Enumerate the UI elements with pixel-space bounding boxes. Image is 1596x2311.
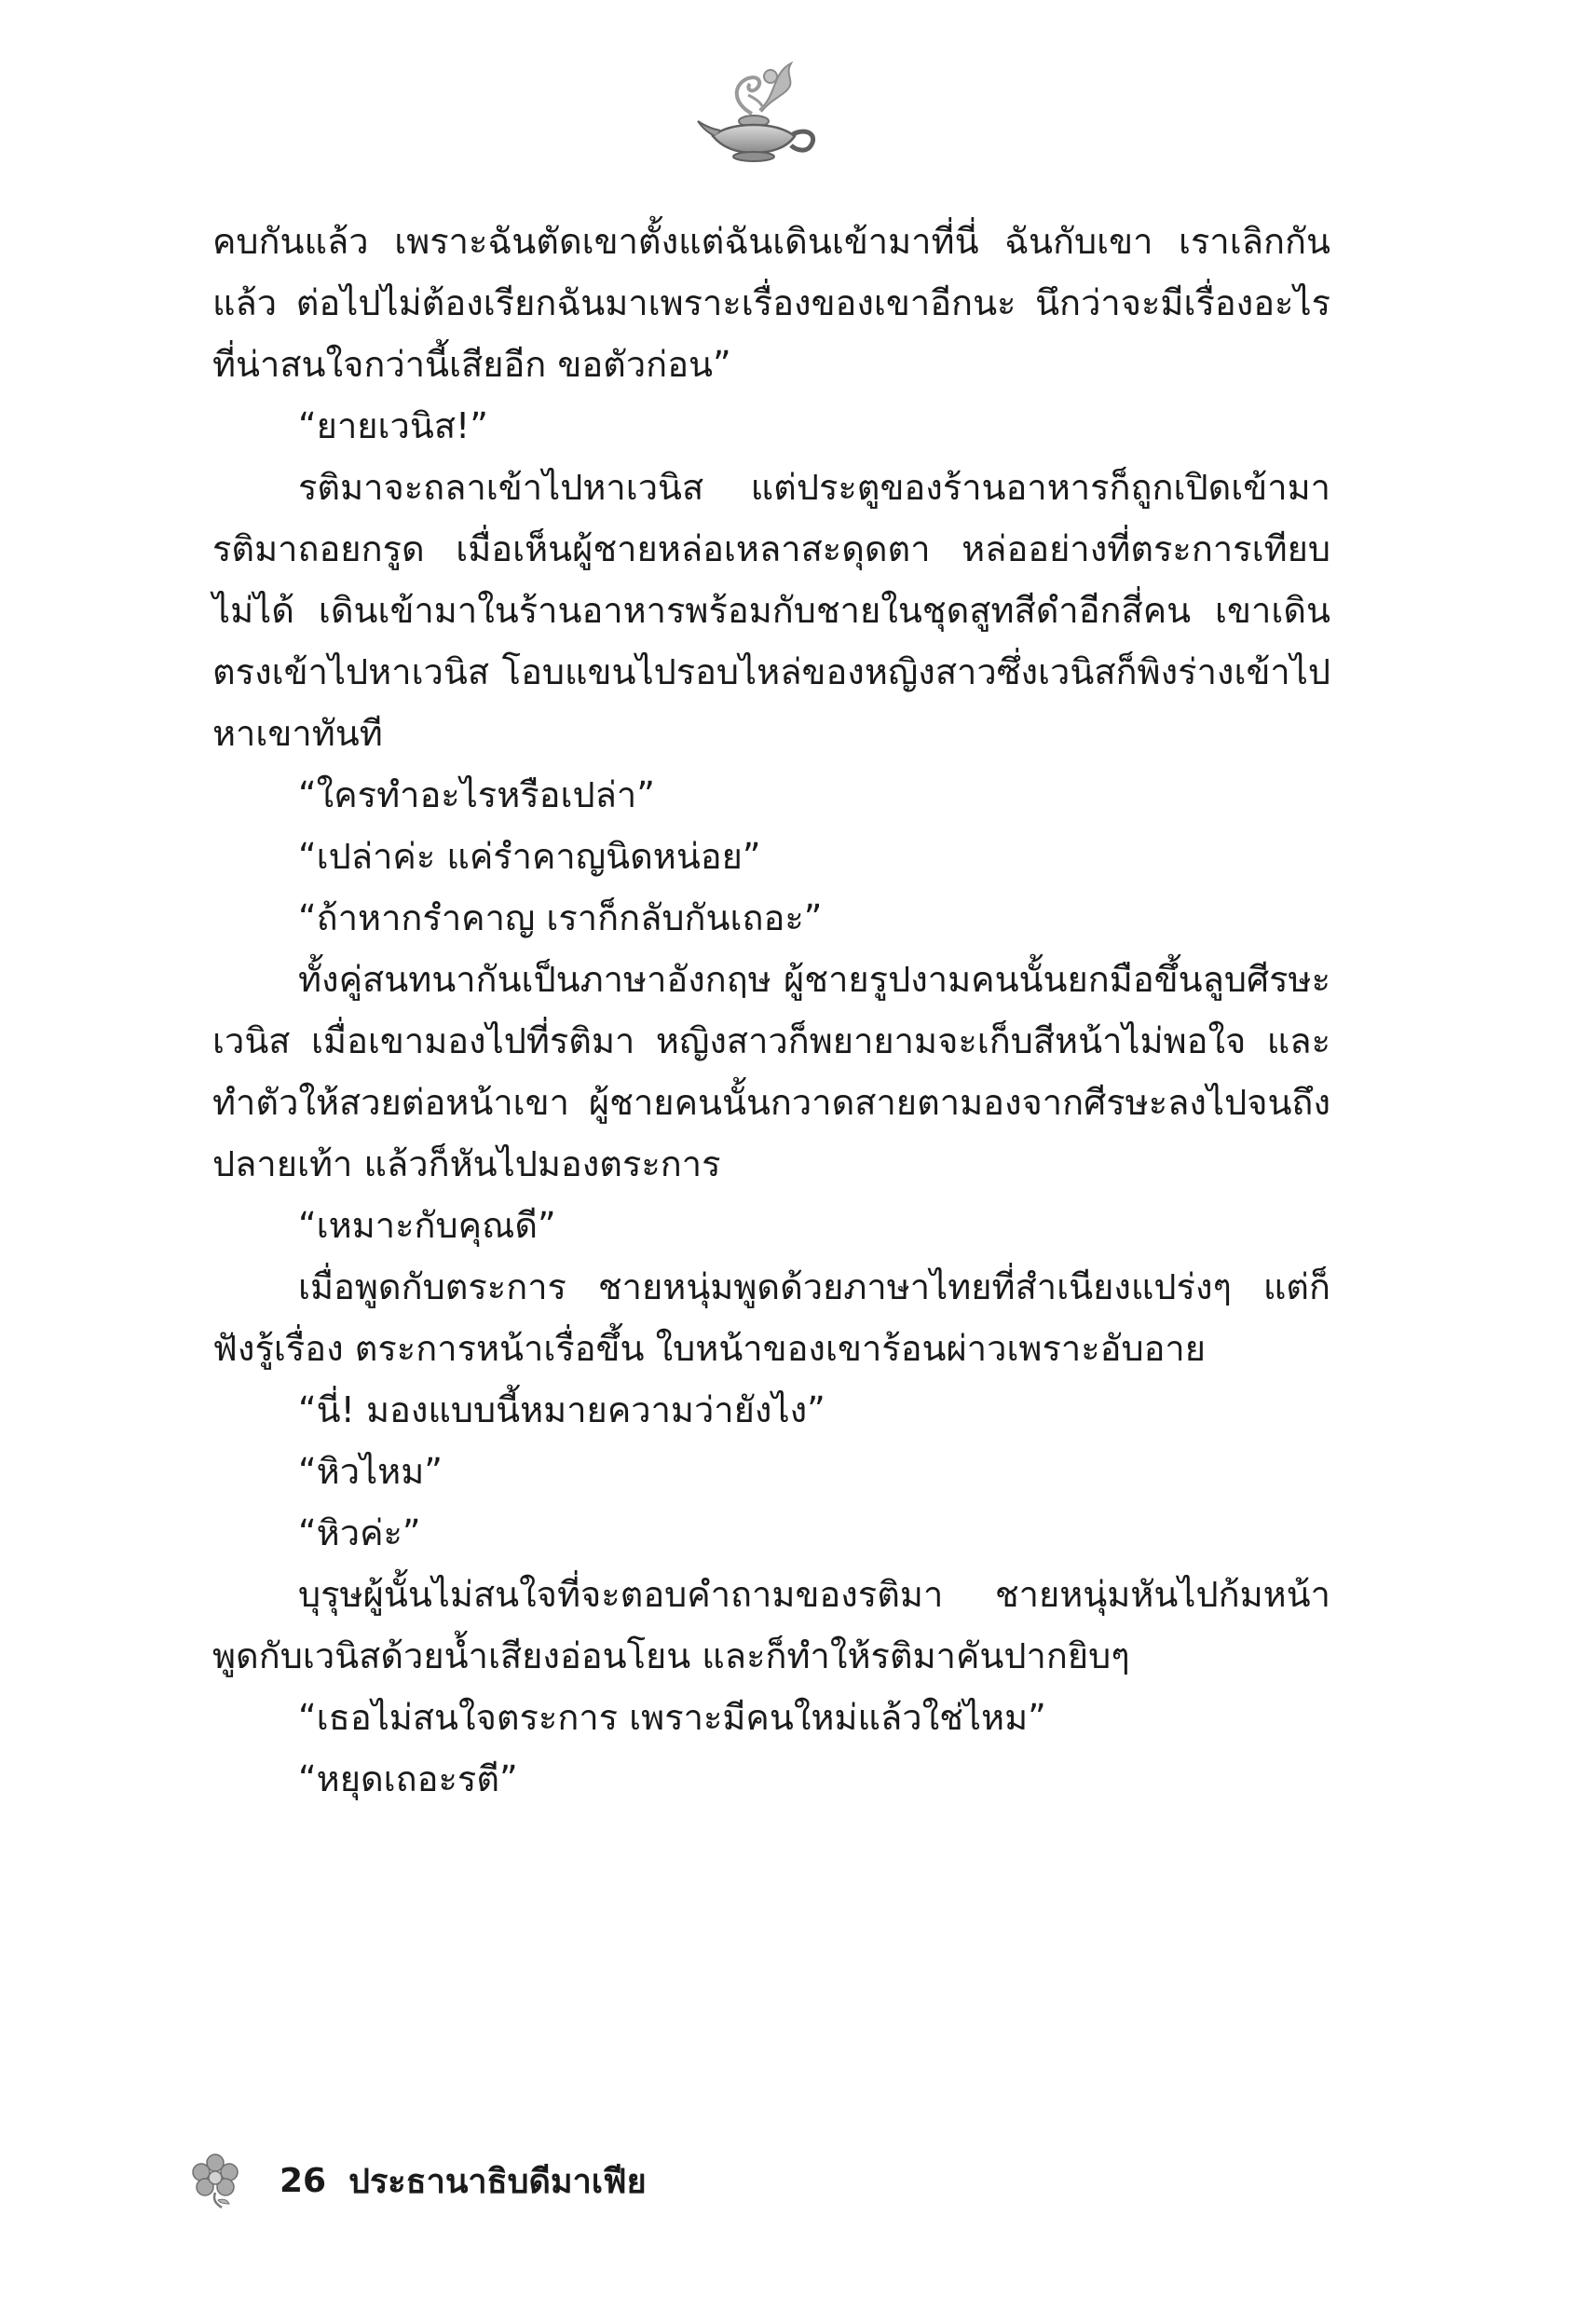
paragraph: “เหมาะกับคุณดี” [298,1205,556,1246]
paragraph: “ยายเวนิส!” [298,405,488,446]
paragraph: ทั้งคู่สนทนากันเป็นภาษาอังกฤษ ผู้ชายรูปงามคนนั้นยกมือขึ้นลูบศีรษะเวนิส เมื่อเขามองไปที่รติมา หญิงสาวก็พยายามจะเก็บสีหน้าไม่พอใจ และทำตัวให้สวยต่อหน้าเขา ผู้ชายคนนั้นกวาดสายตามองจากศีรษะลงไปจนถึงปลายเท้า แล้วก็หันไปมองตระการ [212,959,1330,1184]
paragraph: เมื่อพูดกับตระการ ชายหนุ่มพูดด้วยภาษาไทยที่สำเนียงแปร่งๆ แต่ก็ฟังรู้เรื่อง ตระการหน้าเรื่อขึ้น ใบหน้าของเขาร้อนผ่าวเพราะอับอาย [212,1266,1330,1369]
paragraph: “ใครทำอะไรหรือเปล่า” [298,774,655,815]
paragraph: “เธอไม่สนใจตระการ เพราะมีคนใหม่แล้วใช่ไหม” [298,1697,1046,1738]
genie-lamp-icon [694,56,825,168]
page-number: 26 [280,2161,327,2200]
paragraph: “นี่! มองแบบนี้หมายความว่ายังไง” [298,1389,825,1430]
paragraph: คบกันแล้ว เพราะฉันตัดเขาตั้งแต่ฉันเดินเข้ามาที่นี่ ฉันกับเขา เราเลิกกันแล้ว ต่อไปไม่ต้องเรียกฉันมาเพราะเรื่องของเขาอีกนะ นึกว่าจะมีเรื่องอะไรที่น่าสนใจกว่านี้เสียอีก ขอตัวก่อน” [212,221,1330,385]
flower-ornament-icon [184,2150,246,2211]
paragraph: บุรุษผู้นั้นไม่สนใจที่จะตอบคำถามของรติมา ชายหนุ่มหันไปก้มหน้าพูดกับเวนิสด้วยน้ำเสียงอ่อนโยน และก็ทำให้รติมาคันปากยิบๆ [212,1574,1330,1676]
page-footer [184,2143,647,2218]
paragraph: “หิวไหม” [298,1451,443,1492]
paragraph: “หิวค่ะ” [298,1512,421,1553]
paragraph: “เปล่าค่ะ แค่รำคาญนิดหน่อย” [298,836,761,877]
paragraph: “หยุดเถอะรตี” [298,1758,518,1799]
paragraph: รติมาจะถลาเข้าไปหาเวนิส แต่ประตูของร้านอาหารก็ถูกเปิดเข้ามา รติมาถอยกรูด เมื่อเห็นผู้ชายหล่อเหลาสะดุดตา หล่ออย่างที่ตระการเทียบไม่ได้ เดินเข้ามาในร้านอาหารพร้อมกับชายในชุดสูทสีดำอีกสี่คน เขาเดินตรงเข้าไปหาเวนิส โอบแขนไปรอบไหล่ของหญิงสาวซึ่งเวนิสก็พิงร่างเข้าไปหาเขาทันที [212,467,1330,754]
paragraph: “ถ้าหากรำคาญ เราก็กลับกันเถอะ” [298,897,823,938]
book-title: ประธานาธิบดีมาเฟีย [348,2162,647,2201]
story-text [212,211,1330,1810]
